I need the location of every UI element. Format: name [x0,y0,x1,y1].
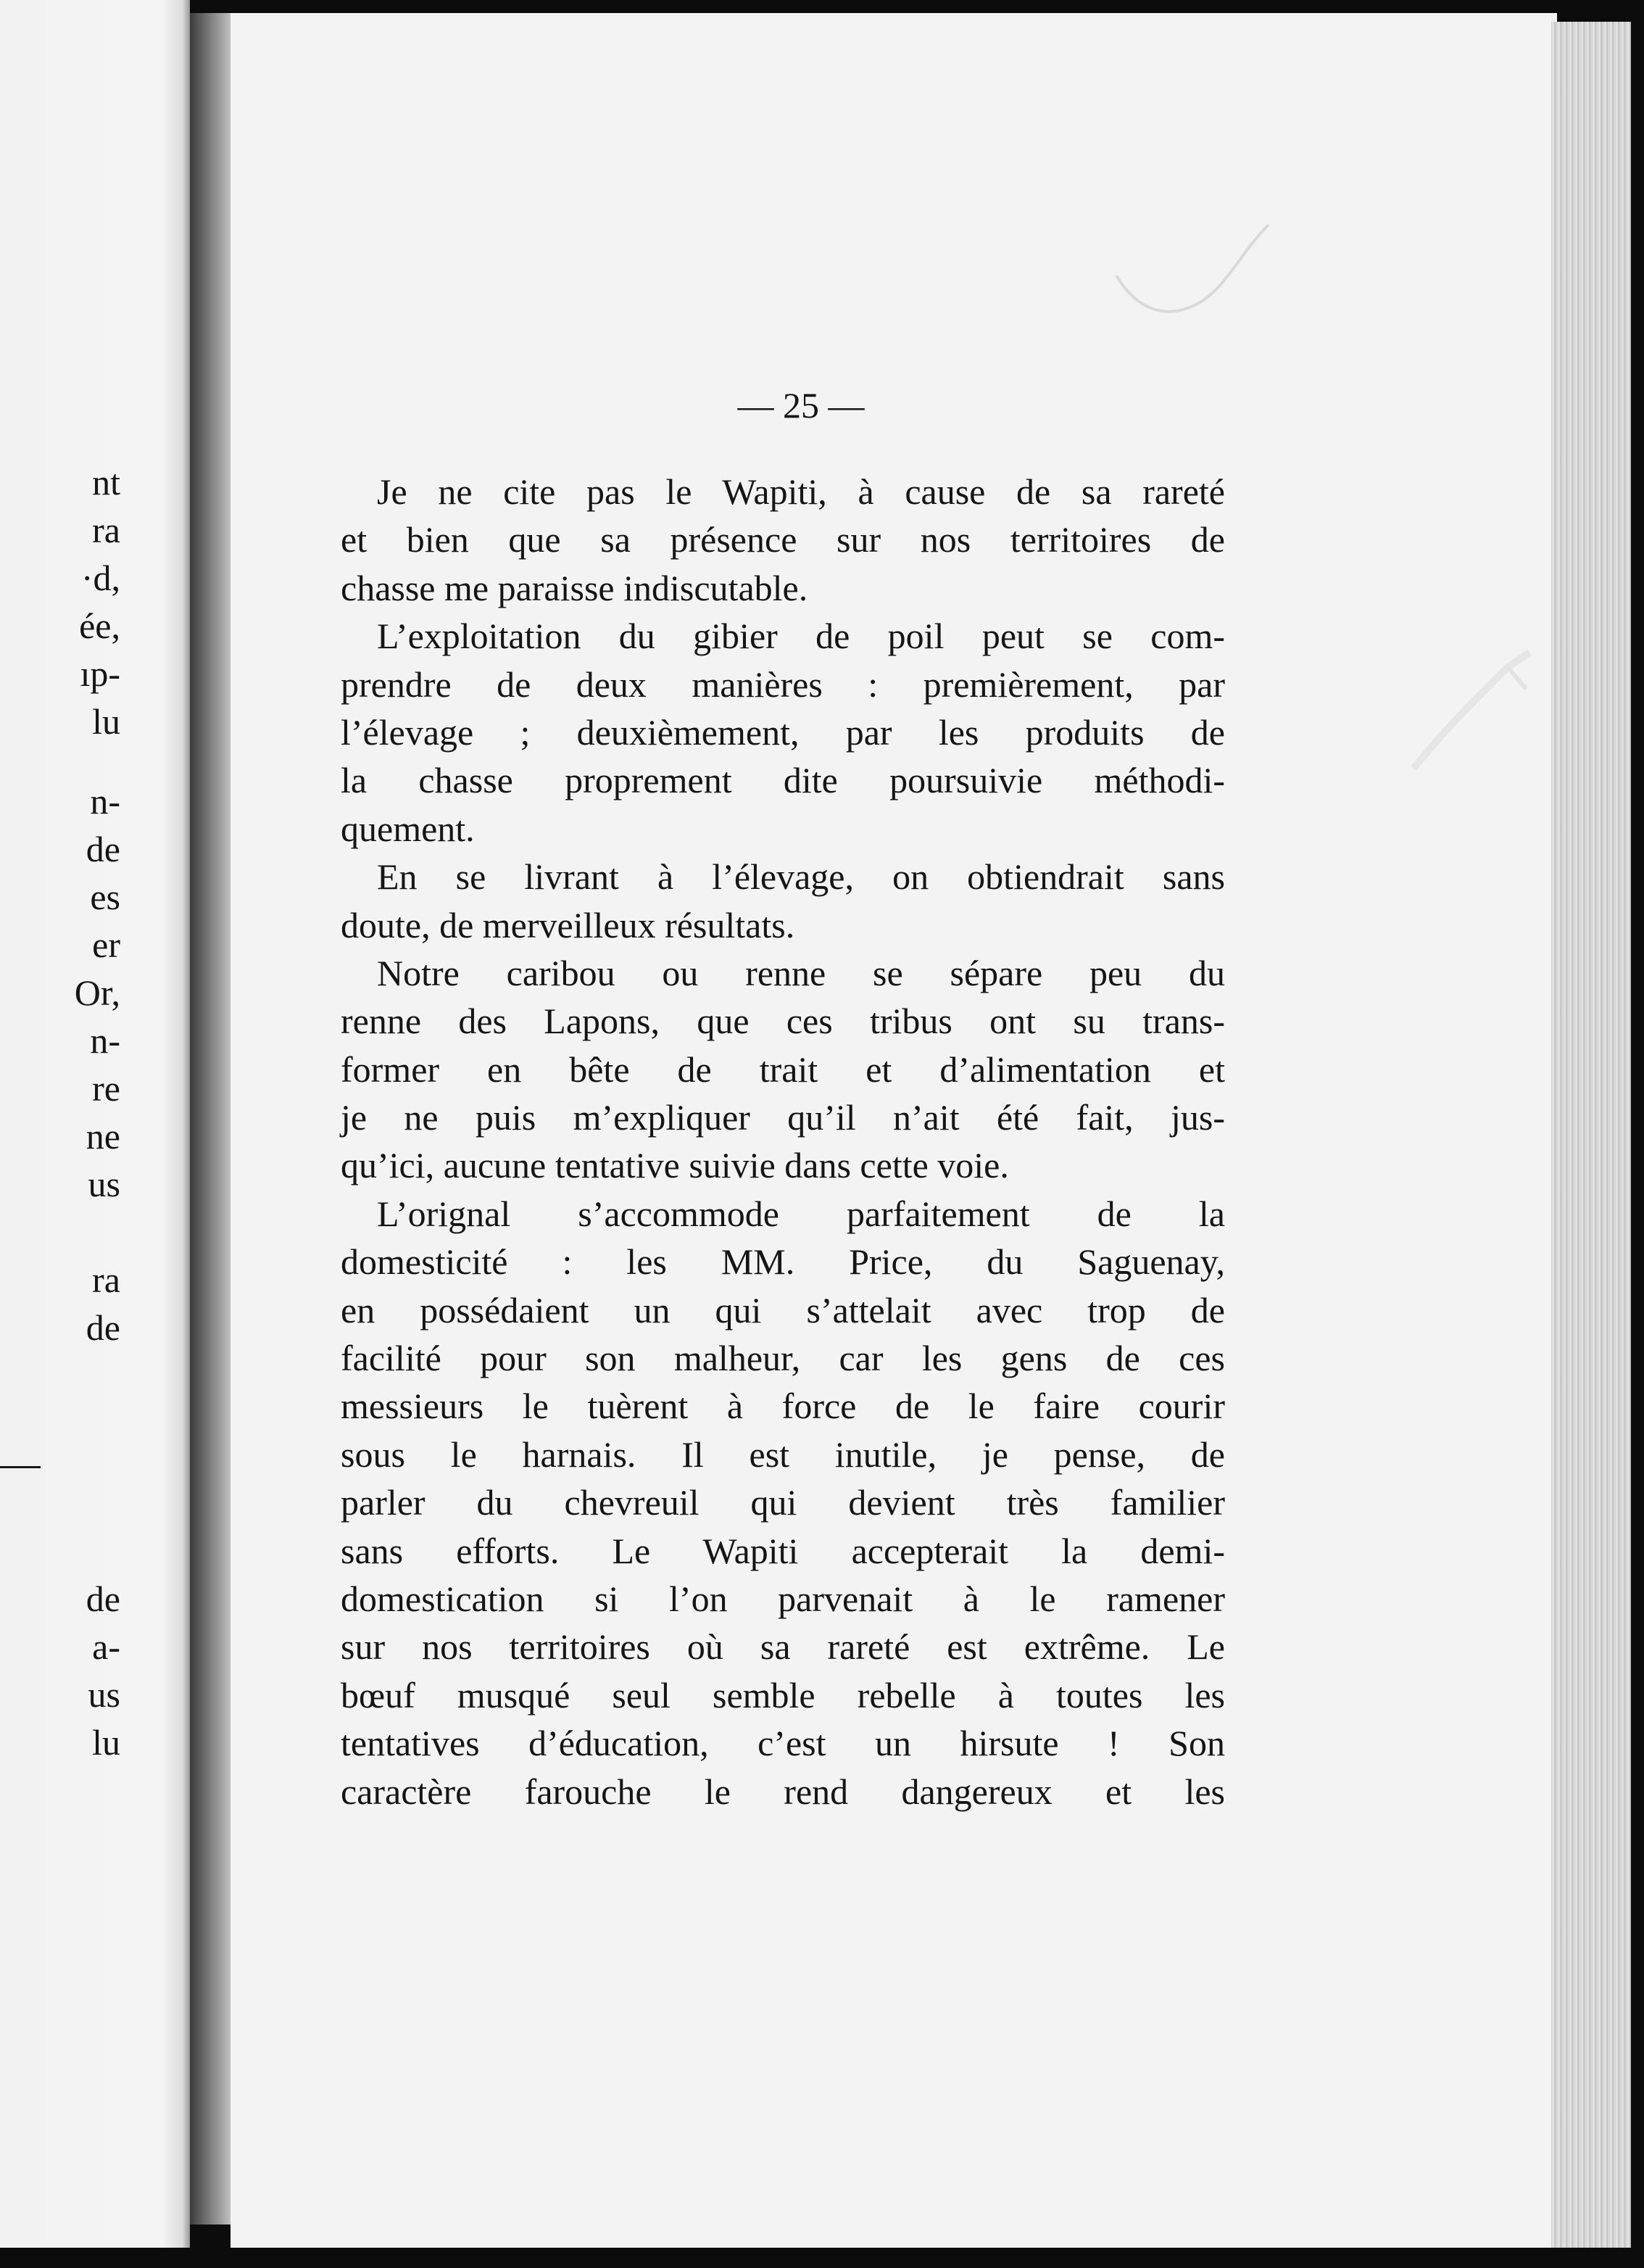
text-line: former en bête de trait et d’alimentation et [341,1048,1225,1090]
text-line: caractère farouche le rend dangereux et les [341,1771,1225,1812]
left-page-fragment: ·d, [80,558,120,598]
text-line: tentatives d’éducation, c’est un hirsute ! Son [341,1723,1225,1764]
text-line: Je ne cite pas le Wapiti, à cause de sa rareté [377,471,1225,512]
text-line: doute, de merveilleux résultats. [341,904,795,945]
left-page-fragment: er [92,924,120,965]
left-facing-page [0,0,190,2248]
text-line: sans efforts. Le Wapiti accepterait la demi- [341,1530,1225,1571]
text-line: sur nos territoires où sa rareté est extrême. Le [341,1626,1225,1668]
left-page-fragment: us [88,1674,120,1715]
text-line: messieurs le tuèrent à force de le faire courir [341,1386,1225,1427]
page-number: — 25 — [737,385,865,426]
text-line: chasse me paraisse indiscutable. [341,567,808,608]
left-page-fragment: ée, [79,605,120,646]
left-page-fragment: us [88,1164,120,1204]
text-line: bœuf musqué seul semble rebelle à toutes les [341,1674,1225,1716]
left-page-fragment: n- [90,1020,120,1061]
left-page-fragment: n- [90,781,120,821]
page-block-edges [1551,22,1631,2248]
left-page-fragment: ra [92,510,120,550]
left-page-fragment: a- [92,1626,120,1667]
text-line: En se livrant à l’élevage, on obtiendrait sans [377,856,1225,898]
left-page-fragment: ne [86,1116,120,1156]
text-line: facilité pour son malheur, car les gens de ces [341,1338,1225,1379]
left-page-fragment: de [86,829,120,869]
left-page-fragment: re [92,1068,120,1109]
text-line: en possédaient un qui s’attelait avec trop de [341,1289,1225,1330]
left-page-fragment: ra [92,1259,120,1300]
text-line: L’orignal s’accommode parfaitement de la [377,1193,1225,1234]
left-page-fragment: es [90,877,120,917]
left-page-fragment: lu [92,701,120,742]
text-line: domestication si l’on parvenait à le ramener [341,1578,1225,1619]
left-page-rule [0,1466,41,1468]
left-page-fragment: de [86,1578,120,1619]
text-line: prendre de deux manières : premièrement, par [341,663,1225,705]
text-line: je ne puis m’expliquer qu’il n’ait été fait, jus- [341,1097,1225,1138]
text-line: qu’ici, aucune tentative suivie dans cette voie. [341,1145,1009,1186]
text-line: et bien que sa présence sur nos territoires de [341,519,1225,560]
text-line: sous le harnais. Il est inutile, je pense, de [341,1433,1225,1475]
left-page-fragment: de [86,1307,120,1348]
text-line: renne des Lapons, que ces tribus ont su trans- [341,1001,1225,1042]
text-line: Notre caribou ou renne se sépare peu du [377,952,1225,993]
paper-crease-mark [1399,645,1544,776]
text-line: la chasse proprement dite poursuivie méthodi- [341,760,1225,801]
left-page-fragment: lu [92,1722,120,1763]
left-page-fragment: nt [92,462,120,502]
pencil-stroke-mark [1109,210,1298,334]
text-line: L’exploitation du gibier de poil peut se com- [377,616,1225,657]
text-line: l’élevage ; deuxièmement, par les produits de [341,711,1225,753]
text-line: quement. [341,808,475,849]
left-page-fragment: ıp- [80,653,120,694]
text-line: parler du chevreuil qui devient très familier [341,1482,1225,1523]
body-text [341,468,1225,1816]
text-line: domesticité : les MM. Price, du Saguenay, [341,1241,1225,1283]
left-page-fragment: Or, [74,972,120,1013]
